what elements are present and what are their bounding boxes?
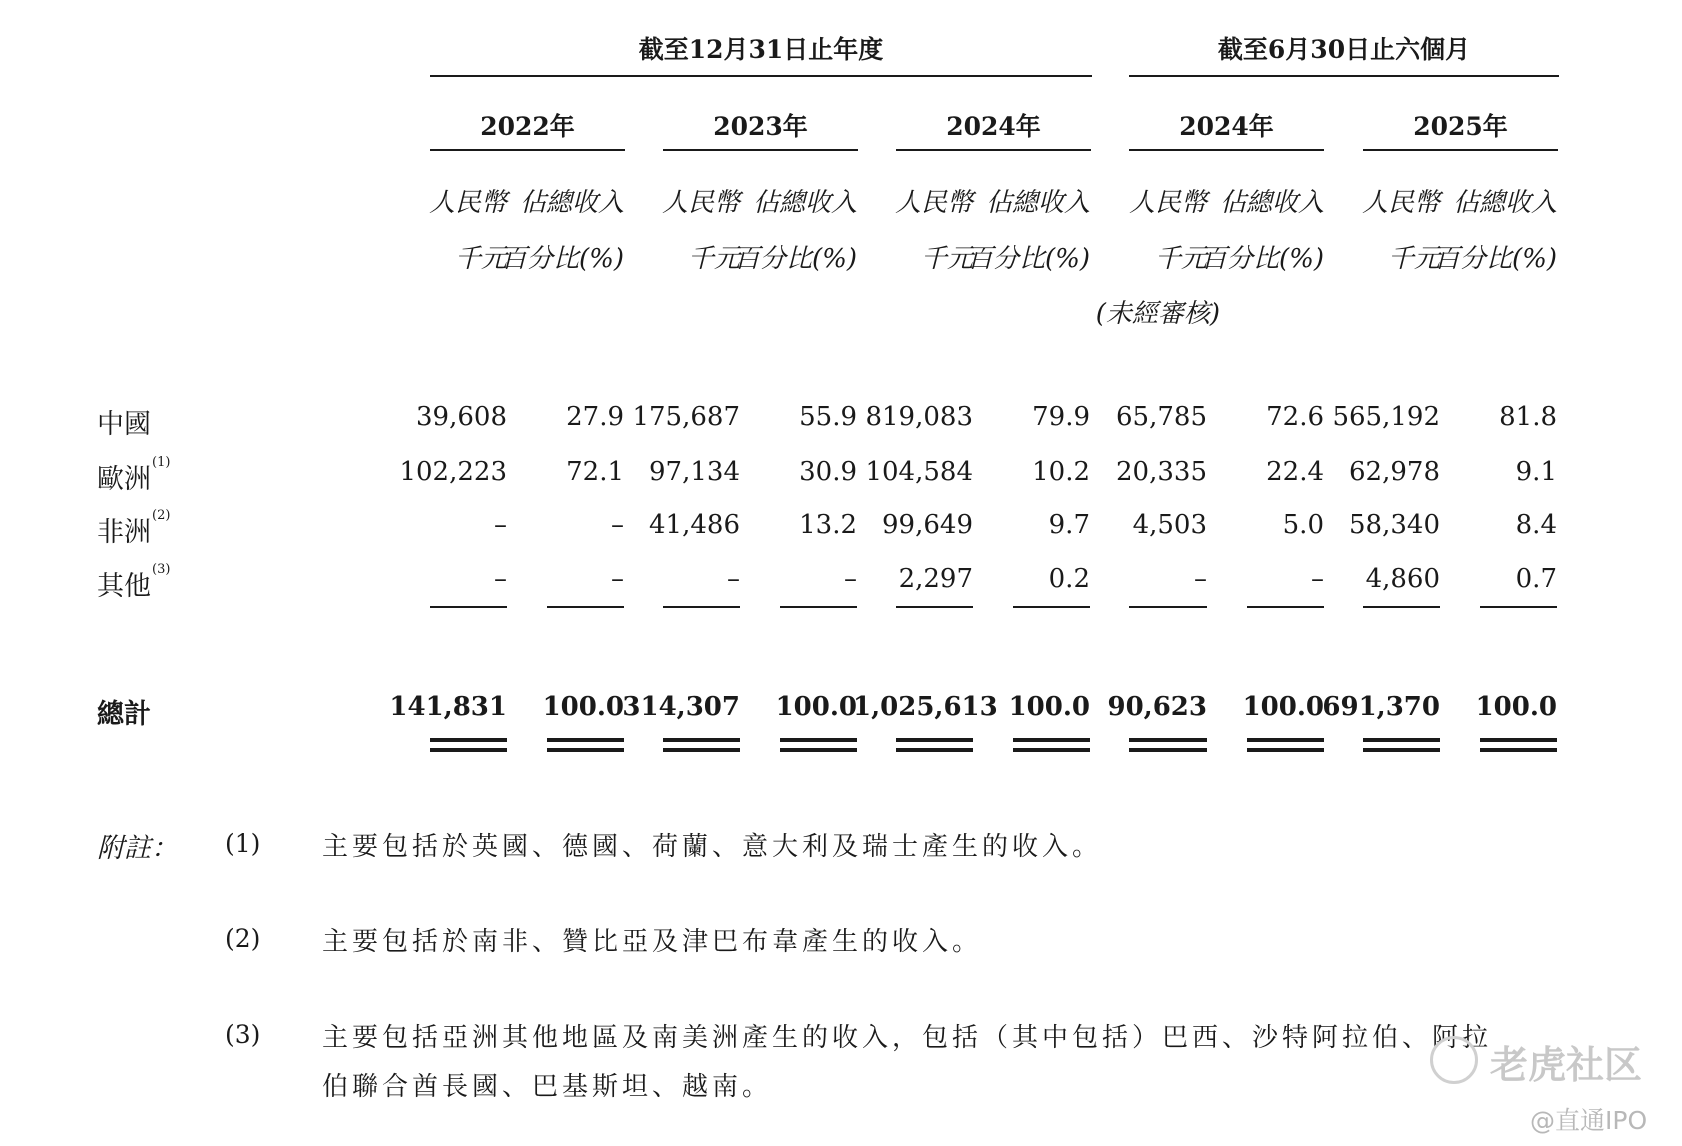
year-rule <box>663 149 858 151</box>
unit-rmb: 人民幣 <box>428 188 507 218</box>
header-fiscal-year-rule <box>430 75 1092 77</box>
table-cell: 20,335 <box>1116 457 1207 487</box>
row-label-china: 中國 <box>97 409 151 440</box>
unit-rmb: 人民幣 <box>661 188 740 218</box>
unit-thousand: 千元 <box>920 244 973 274</box>
table-cell: 72.6 <box>1266 402 1324 432</box>
total-cell: 691,370 <box>1322 692 1440 722</box>
table-cell: 10.2 <box>1032 457 1090 487</box>
row-label-others: 其他$^{(3)}$ <box>97 562 171 602</box>
year-rule <box>1363 149 1558 151</box>
unit-thousand: 千元 <box>1387 244 1440 274</box>
unit-percentage: 百分比(%) <box>501 244 624 274</box>
table-cell: 81.8 <box>1499 402 1557 432</box>
table-cell: – <box>844 564 857 594</box>
table-cell: – <box>727 564 740 594</box>
subtotal-rule <box>896 606 973 608</box>
table-cell: 175,687 <box>632 402 740 432</box>
note-number: (2) <box>225 924 261 953</box>
row-label-europe: 歐洲$^{(1)}$ <box>97 455 171 495</box>
total-double-rule <box>1480 738 1557 752</box>
watermark-brand: 老虎社区 <box>1490 1043 1643 1087</box>
total-double-rule <box>1247 738 1324 752</box>
footnote-ref: (3) <box>152 562 171 577</box>
unit-percentage: 百分比(%) <box>967 244 1090 274</box>
note-number: (1) <box>225 829 261 858</box>
table-cell: 97,134 <box>649 457 740 487</box>
unit-unaudited: (未經審核) <box>1095 299 1220 329</box>
footnote-ref: (2) <box>152 508 171 523</box>
table-cell: 4,860 <box>1365 564 1440 594</box>
row-label-africa: 非洲$^{(2)}$ <box>97 508 171 548</box>
year-rule <box>1129 149 1324 151</box>
notes-label: 附註： <box>97 833 178 864</box>
total-double-rule <box>896 738 973 752</box>
unit-pct-of-revenue: 佔總收入 <box>1219 188 1324 218</box>
year-header-2024-half: 2024年 <box>1179 112 1274 141</box>
subtotal-rule <box>1480 606 1557 608</box>
total-cell: 100.0 <box>1242 692 1324 722</box>
row-label-total: 總計 <box>97 699 151 730</box>
subtotal-rule <box>663 606 740 608</box>
total-double-rule <box>430 738 507 752</box>
total-double-rule <box>1129 738 1207 752</box>
total-double-rule <box>1363 738 1440 752</box>
table-cell: 4,503 <box>1132 510 1207 540</box>
unit-thousand: 千元 <box>454 244 507 274</box>
subtotal-rule <box>780 606 857 608</box>
table-cell: 99,649 <box>882 510 973 540</box>
unit-thousand: 千元 <box>1154 244 1207 274</box>
table-cell: 5.0 <box>1282 510 1324 540</box>
unit-percentage: 百分比(%) <box>1434 244 1557 274</box>
table-cell: – <box>494 510 507 540</box>
year-header-2025-half: 2025年 <box>1413 112 1508 141</box>
table-cell: – <box>1311 564 1324 594</box>
watermark-handle: @直通IPO <box>1530 1106 1648 1135</box>
total-cell: 100.0 <box>1008 692 1090 722</box>
table-cell: – <box>611 510 624 540</box>
table-cell: 72.1 <box>566 457 624 487</box>
year-header-2024: 2024年 <box>946 112 1041 141</box>
table-cell: 0.7 <box>1515 564 1557 594</box>
unit-rmb: 人民幣 <box>894 188 973 218</box>
note-number: (3) <box>225 1020 261 1049</box>
subtotal-rule <box>1013 606 1090 608</box>
header-six-months-rule <box>1129 75 1559 77</box>
table-cell: – <box>611 564 624 594</box>
table-cell: 27.9 <box>566 402 624 432</box>
table-cell: 0.2 <box>1048 564 1090 594</box>
header-fiscal-year: 截至12月31日止年度 <box>638 35 884 64</box>
unit-percentage: 百分比(%) <box>1201 244 1324 274</box>
table-cell: 55.9 <box>799 402 857 432</box>
table-cell: 79.9 <box>1032 402 1090 432</box>
unit-rmb: 人民幣 <box>1361 188 1440 218</box>
subtotal-rule <box>1363 606 1440 608</box>
table-cell: 8.4 <box>1515 510 1557 540</box>
year-rule <box>430 149 625 151</box>
total-cell: 1,025,613 <box>853 692 998 722</box>
total-cell: 100.0 <box>1475 692 1557 722</box>
table-cell: 22.4 <box>1266 457 1324 487</box>
unit-pct-of-revenue: 佔總收入 <box>519 188 624 218</box>
total-cell: 100.0 <box>542 692 624 722</box>
note-text: 伯聯合酋長國、巴基斯坦、越南。 <box>322 1072 773 1102</box>
unit-pct-of-revenue: 佔總收入 <box>1452 188 1557 218</box>
total-cell: 314,307 <box>622 692 740 722</box>
table-cell: 13.2 <box>799 510 857 540</box>
total-double-rule <box>1013 738 1090 752</box>
table-cell: 102,223 <box>399 457 507 487</box>
subtotal-rule <box>1247 606 1324 608</box>
table-cell: 65,785 <box>1116 402 1207 432</box>
table-cell: 819,083 <box>865 402 973 432</box>
table-cell: 39,608 <box>416 402 507 432</box>
table-cell: – <box>1194 564 1207 594</box>
table-cell: 2,297 <box>898 564 973 594</box>
table-cell: 30.9 <box>799 457 857 487</box>
unit-percentage: 百分比(%) <box>734 244 857 274</box>
total-cell: 90,623 <box>1107 692 1207 722</box>
footnote-ref: (1) <box>152 455 171 470</box>
table-cell: 565,192 <box>1332 402 1440 432</box>
watermark-logo-icon <box>1430 1036 1478 1084</box>
total-double-rule <box>547 738 624 752</box>
year-header-2023: 2023年 <box>713 112 808 141</box>
total-double-rule <box>780 738 857 752</box>
total-double-rule <box>663 738 740 752</box>
subtotal-rule <box>547 606 624 608</box>
note-text: 主要包括於南非、贊比亞及津巴布韋產生的收入。 <box>322 927 983 957</box>
unit-rmb: 人民幣 <box>1128 188 1207 218</box>
year-rule <box>896 149 1091 151</box>
total-cell: 100.0 <box>775 692 857 722</box>
unit-pct-of-revenue: 佔總收入 <box>752 188 857 218</box>
unit-thousand: 千元 <box>687 244 740 274</box>
unit-pct-of-revenue: 佔總收入 <box>985 188 1090 218</box>
note-text: 主要包括於英國、德國、荷蘭、意大利及瑞士產生的收入。 <box>322 832 1103 862</box>
table-cell: – <box>494 564 507 594</box>
total-cell: 141,831 <box>389 692 507 722</box>
table-cell: 62,978 <box>1349 457 1440 487</box>
table-cell: 9.1 <box>1515 457 1557 487</box>
subtotal-rule <box>1129 606 1207 608</box>
year-header-2022: 2022年 <box>480 112 575 141</box>
subtotal-rule <box>430 606 507 608</box>
table-cell: 104,584 <box>865 457 973 487</box>
header-six-months: 截至6月30日止六個月 <box>1217 35 1471 64</box>
table-cell: 41,486 <box>649 510 740 540</box>
table-cell: 58,340 <box>1349 510 1440 540</box>
note-text: 主要包括亞洲其他地區及南美洲產生的收入，包括（其中包括）巴西、沙特阿拉伯、阿拉 <box>322 1023 1493 1053</box>
table-cell: 9.7 <box>1048 510 1090 540</box>
